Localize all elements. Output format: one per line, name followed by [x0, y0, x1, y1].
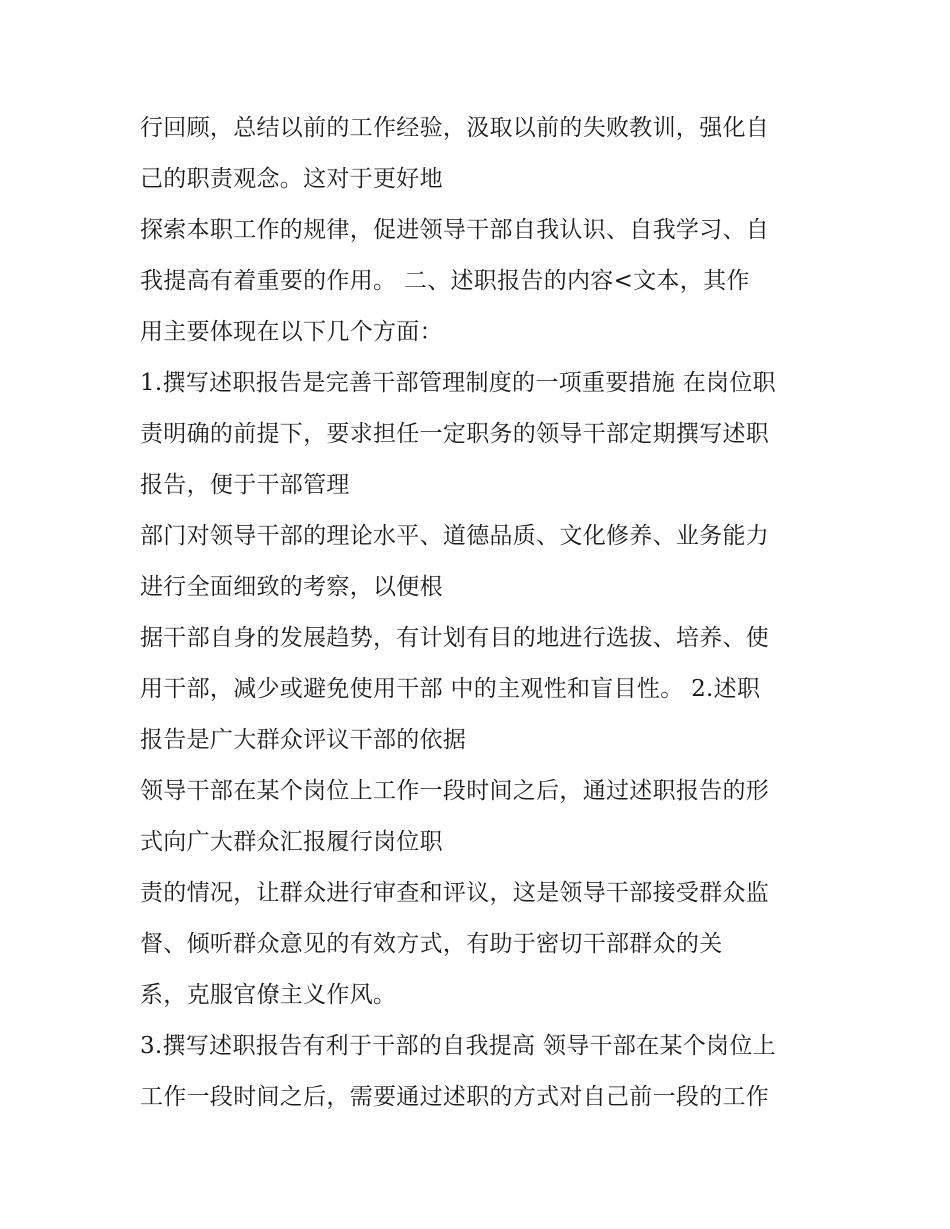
text-line: 我提高有着重要的作用。 二、述职报告的内容<文本，其作 [140, 268, 750, 294]
text-line: 进行全面细致的考察，以便根 [140, 574, 443, 600]
text-line: 3.撰写述职报告有利于干部的自我提高 领导干部在某个岗位上 [140, 1033, 776, 1059]
text-line: 1.撰写述职报告是完善干部管理制度的一项重要措施 在岗位职 [140, 370, 776, 396]
text-line: 领导干部在某个岗位上工作一段时间之后，通过述职报告的形 [140, 778, 770, 804]
text-line: 用主要体现在以下几个方面： [140, 319, 443, 345]
text-line: 责的情况，让群众进行审查和评议，这是领导干部接受群众监 [140, 880, 770, 906]
text-line: 己的职责观念。这对于更好地 [140, 166, 443, 192]
text-line: 督、倾听群众意见的有效方式，有助于密切干部群众的关 [140, 931, 723, 957]
text-line: 用干部，减少或避免使用干部 中的主观性和盲目性。 2.述职 [140, 676, 761, 702]
text-line: 行回顾，总结以前的工作经验，汲取以前的失败教训，强化自 [140, 115, 770, 141]
text-line: 报告，便于干部管理 [140, 472, 350, 498]
text-line: 报告是广大群众评议干部的依据 [140, 727, 467, 753]
text-line: 部门对领导干部的理论水平、道德品质、文化修养、业务能力 [140, 523, 770, 549]
text-line: 据干部自身的发展趋势，有计划有目的地进行选拔、培养、使 [140, 625, 770, 651]
text-line: 系，克服官僚主义作风。 [140, 982, 397, 1008]
text-line: 责明确的前提下，要求担任一定职务的领导干部定期撰写述职 [140, 421, 770, 447]
text-line: 式向广大群众汇报履行岗位职 [140, 829, 443, 855]
text-line: 探索本职工作的规律，促进领导干部自我认识、自我学习、自 [140, 217, 770, 243]
text-line: 工作一段时间之后，需要通过述职的方式对自己前一段的工作 [140, 1084, 770, 1110]
